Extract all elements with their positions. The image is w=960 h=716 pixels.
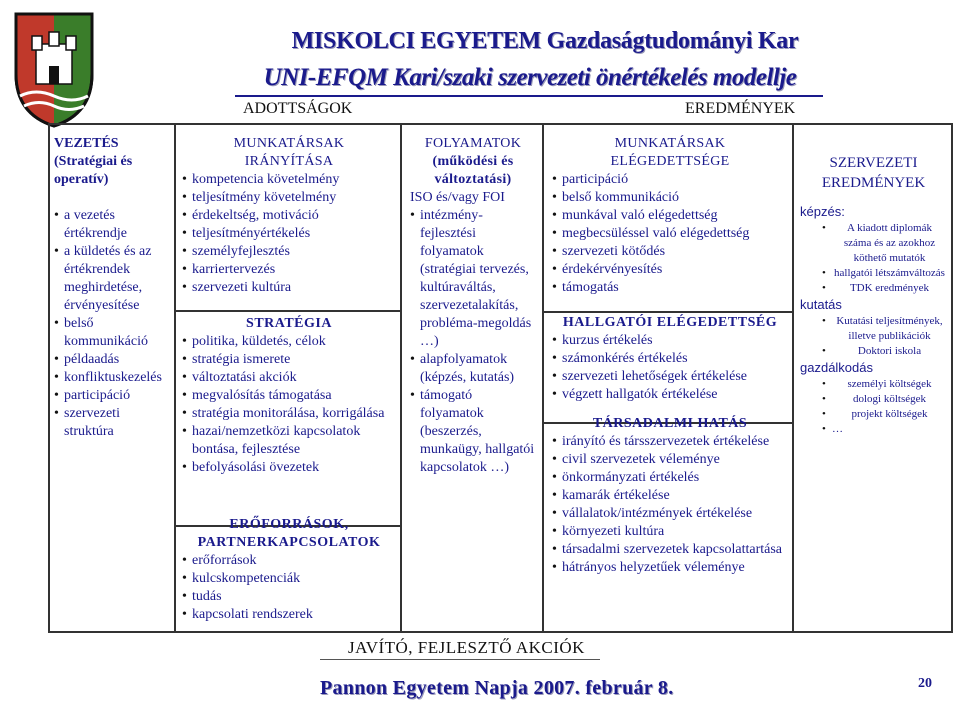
improvement-actions-label: JAVÍTÓ, FEJLESZTŐ AKCIÓK (348, 638, 585, 657)
education-list (800, 221, 947, 296)
section-title: TÁRSADALMI HATÁS (592, 416, 748, 431)
social-impact-list (552, 433, 788, 577)
list-item (822, 281, 947, 296)
list-item: • participáció (552, 171, 788, 189)
list-item: • példaadás (54, 351, 170, 369)
section-title (182, 516, 396, 552)
processes-title (410, 135, 536, 189)
strategy-list (182, 333, 396, 477)
list-item: • kapcsolati rendszerek (182, 606, 396, 624)
list-item: • stratégia ismerete (182, 351, 396, 369)
list-item: • belső kommunikáció (54, 315, 170, 351)
title-line: ELÉGEDETTSÉGE (610, 154, 730, 169)
list-item: • környezeti kultúra (552, 523, 788, 541)
staff-satisfaction-list (552, 171, 788, 297)
list-item: • változtatási akciók (182, 369, 396, 387)
title-line: ERŐFORRÁSOK, (229, 517, 349, 532)
item-text: • … (832, 423, 843, 435)
university-crest-logo (6, 4, 102, 130)
title-line: (Stratégiai és (54, 154, 133, 169)
footer-rule (320, 659, 600, 660)
student-satisfaction-section (544, 301, 792, 424)
list-item (822, 407, 947, 422)
list-item (822, 266, 947, 281)
title-line: IRÁNYÍTÁSA (244, 154, 334, 169)
list-item (822, 314, 947, 344)
list-item: • irányító és társszervezetek értékelése (552, 433, 788, 451)
list-item: • támogató folyamatok (beszerzés, munkaügy, hallgatói kapcsolatok …) (410, 387, 536, 477)
item-text: • A kiadott diplomák száma és az azokhoz köthető mutatók (843, 222, 936, 264)
group-label-research: kutatás (800, 297, 842, 312)
list-item: • kamarák értékelése (552, 487, 788, 505)
organizational-results-column (794, 125, 951, 631)
list-item: • önkormányzati értékelés (552, 469, 788, 487)
list-item: • megbecsüléssel való elégedettség (552, 225, 788, 243)
student-satisfaction-list (552, 332, 788, 404)
item-text: • hallgatói létszámváltozás (834, 267, 945, 279)
list-item: • a küldetés és az értékrendek meghirdetése, érvényesítése (54, 243, 170, 315)
item-text: • projekt költségek (851, 408, 928, 420)
strategy-section (176, 300, 400, 527)
group-label-finance: gazdálkodás (800, 360, 873, 375)
list-item: • kurzus értékelés (552, 332, 788, 350)
section-title: HALLGATÓI ELÉGEDETTSÉG (562, 315, 778, 330)
list-item: • kulcskompetenciák (182, 570, 396, 588)
satisfaction-column (544, 125, 794, 631)
list-item: • erőforrások (182, 552, 396, 570)
title-line: PARTNERKAPCSOLATOK (197, 535, 381, 550)
section-title (800, 153, 947, 193)
finance-list (800, 377, 947, 437)
title-line: SZERVEZETI (829, 155, 918, 171)
list-item: • vállalatok/intézmények értékelése (552, 505, 788, 523)
people-management-list (182, 171, 396, 297)
list-item: • alapfolyamatok (képzés, kutatás) (410, 351, 536, 387)
list-item: • végzett hallgatók értékelése (552, 386, 788, 404)
list-item: • megvalósítás támogatása (182, 387, 396, 405)
list-item: • konfliktuskezelés (54, 369, 170, 387)
section-title: STRATÉGIA (246, 316, 332, 331)
item-text: • Kutatási teljesítmények, illetve publikációk (836, 315, 943, 342)
title-line: MUNKATÁRSAK (233, 136, 345, 151)
processes-column (402, 125, 544, 631)
event-date: Pannon Egyetem Napja 2007. február 8. (320, 677, 674, 699)
list-item (822, 221, 947, 266)
results-label: EREDMÉNYEK (685, 100, 796, 117)
list-item: • hazai/nemzetközi kapcsolatok bontása, fejlesztése (182, 423, 396, 459)
list-item: • participáció (54, 387, 170, 405)
title-line: MUNKATÁRSAK (614, 136, 726, 151)
resources-list (182, 552, 396, 624)
list-item: • stratégia monitorálása, korrigálása (182, 405, 396, 423)
resources-section (176, 510, 400, 637)
enablers-column (176, 125, 402, 631)
list-item: • teljesítményértékelés (182, 225, 396, 243)
item-text: • TDK eredmények (849, 282, 930, 294)
processes-lead: ISO és/vagy FOI (410, 190, 505, 205)
page-title: MISKOLCI EGYETEM Gazdaságtudományi Kar (291, 28, 799, 54)
title-line: változtatási) (434, 172, 512, 187)
leadership-title (54, 135, 170, 189)
list-item: • személyfejlesztés (182, 243, 396, 261)
people-management-section (176, 125, 400, 312)
item-text: • személyi költségek (847, 378, 932, 390)
enablers-label: ADOTTSÁGOK (243, 100, 353, 117)
list-item: • szervezeti kultúra (182, 279, 396, 297)
list-item: • tudás (182, 588, 396, 606)
list-item: • politika, küldetés, célok (182, 333, 396, 351)
title-line: operatív) (54, 172, 109, 187)
title-line: FOLYAMATOK (424, 136, 522, 151)
list-item: • érdekeltség, motiváció (182, 207, 396, 225)
subtitle-underline (235, 95, 823, 97)
leadership-list (54, 207, 170, 441)
list-item: • befolyásolási övezetek (182, 459, 396, 477)
research-list (800, 314, 947, 359)
item-text: • dologi költségek (852, 393, 927, 405)
list-item: • munkával való elégedettség (552, 207, 788, 225)
list-item: • támogatás (552, 279, 788, 297)
page-number: 20 (918, 676, 932, 691)
section-title (552, 135, 788, 171)
list-item: • intézmény-fejlesztési folyamatok (stratégiai tervezés, kultúraváltás, szervezetalakítás, probléma-megoldás …) (410, 207, 536, 351)
list-item: • kompetencia követelmény (182, 171, 396, 189)
list-item: • szervezeti kötődés (552, 243, 788, 261)
list-item: • szervezeti struktúra (54, 405, 170, 441)
list-item (822, 392, 947, 407)
group-label-education: képzés: (800, 204, 845, 219)
list-item: • hátrányos helyzetűek véleménye (552, 559, 788, 577)
model-subtitle: UNI-EFQM Kari/szaki szervezeti önértékelés modellje (263, 64, 797, 91)
list-item (822, 344, 947, 359)
list-item: • számonkérés értékelés (552, 350, 788, 368)
social-impact-section (544, 409, 792, 637)
leadership-column (50, 125, 176, 631)
processes-list (410, 207, 536, 477)
list-item: • karriertervezés (182, 261, 396, 279)
list-item: • civil szervezetek véleménye (552, 451, 788, 469)
staff-satisfaction-section (544, 125, 792, 313)
title-line: VEZETÉS (54, 136, 119, 151)
list-item: • érdekérvényesítés (552, 261, 788, 279)
list-item: • szervezeti lehetőségek értékelése (552, 368, 788, 386)
list-item: • teljesítmény követelmény (182, 189, 396, 207)
list-item (822, 377, 947, 392)
list-item: • a vezetés értékrendje (54, 207, 170, 243)
title-line: (működési és (432, 154, 514, 169)
item-text: • Doktori iskola (857, 345, 922, 357)
list-item: • belső kommunikáció (552, 189, 788, 207)
list-item: • társadalmi szervezetek kapcsolattartása (552, 541, 788, 559)
title-line: EREDMÉNYEK (821, 175, 926, 191)
section-title (182, 135, 396, 171)
list-item (822, 422, 947, 437)
